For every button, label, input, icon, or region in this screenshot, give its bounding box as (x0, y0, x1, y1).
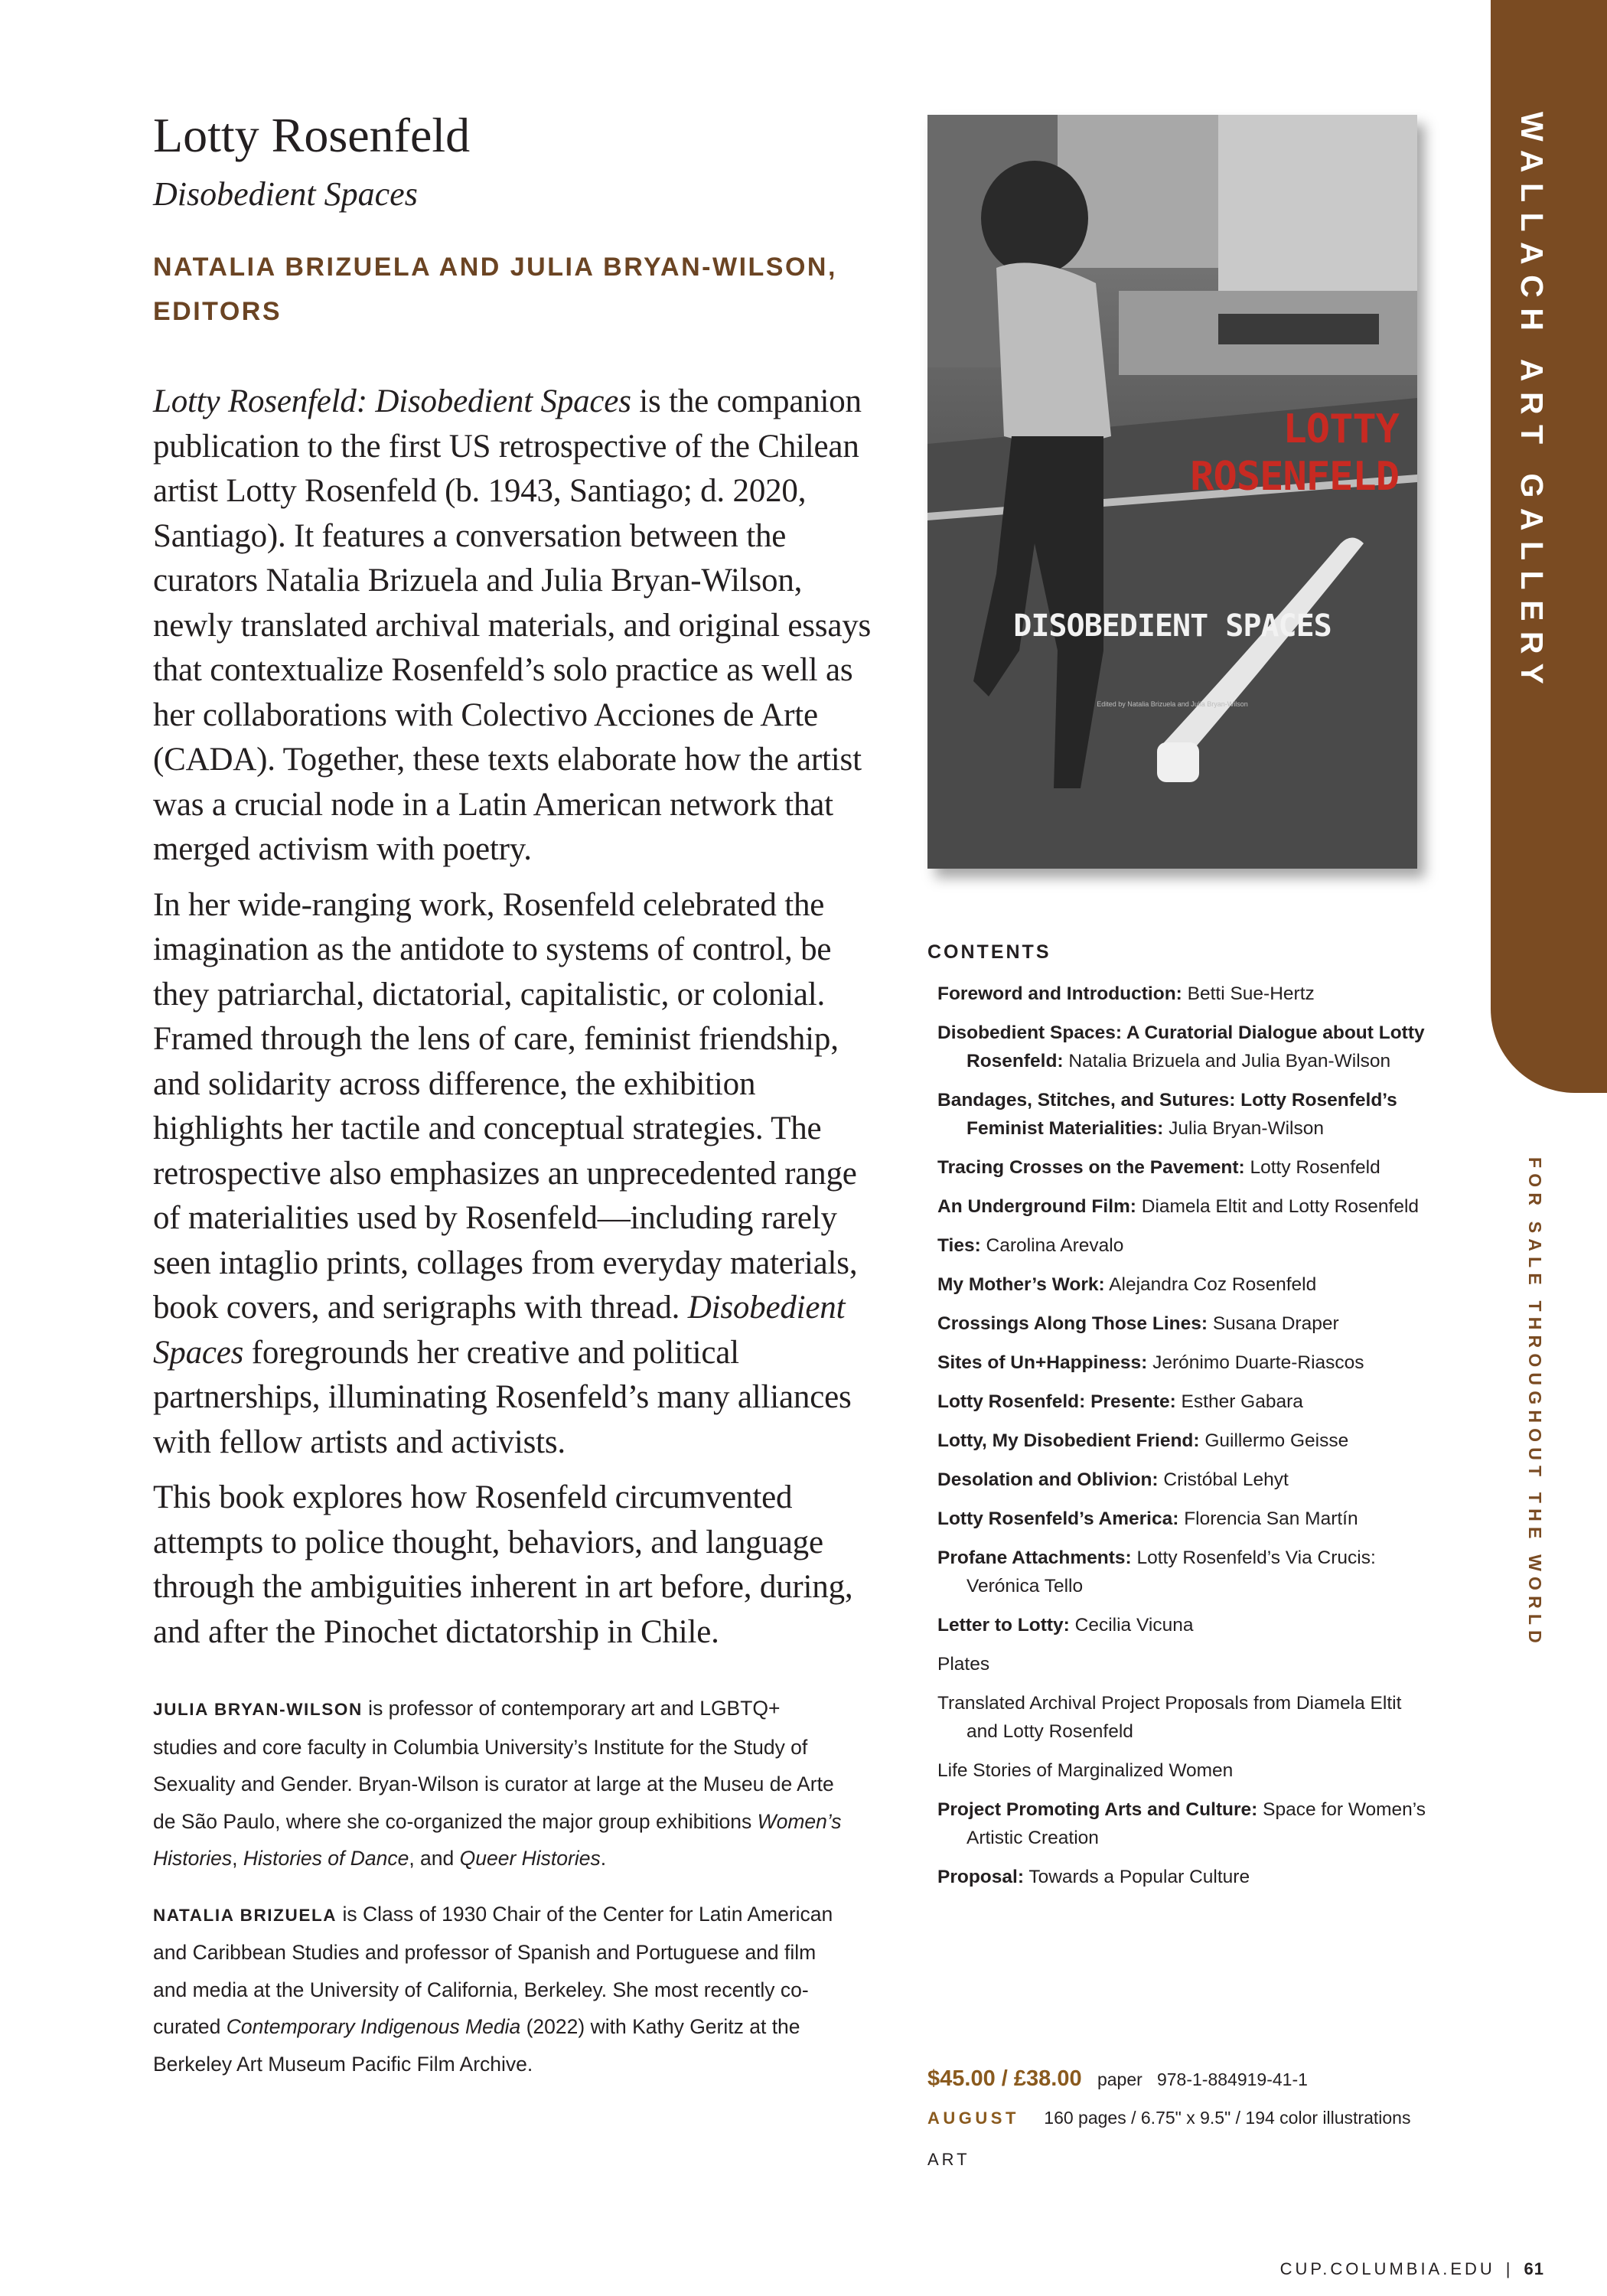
editors-line-2: EDITORS (153, 297, 282, 327)
contents-entry: Sites of Un+Happiness: Jerónimo Duarte-Riascos (937, 1352, 1364, 1373)
price: $45.00 / £38.00 (927, 2066, 1082, 2091)
book-cover-image (927, 115, 1417, 869)
editors-line-1: NATALIA BRIZUELA AND JULIA BRYAN-WILSON, (153, 253, 837, 282)
book-title: Lotty Rosenfeld (153, 108, 471, 162)
book-subtitle: Disobedient Spaces (153, 174, 418, 213)
contents-entry: Desolation and Oblivion: Cristóbal Lehyt (937, 1469, 1289, 1490)
contents-entry: Crossings Along Those Lines: Susana Draper (937, 1313, 1339, 1334)
description-paragraph-1 (153, 380, 888, 872)
bio-name: NATALIA BRIZUELA (153, 1905, 337, 1925)
contents-entry: Translated Archival Project Proposals from Diamela Eltit and Lotty Rosenfeld (937, 1693, 1402, 1742)
contents-entry: Ties: Carolina Arevalo (937, 1235, 1124, 1256)
release-line (927, 2108, 1410, 2149)
subject-category: ART (927, 2150, 970, 2169)
bio-text: , (232, 1847, 243, 1870)
bio-bryan-wilson (153, 1690, 842, 1877)
contents-entry: Tracing Crosses on the Pavement: Lotty Rosenfeld (937, 1157, 1380, 1178)
bio-text: . (600, 1847, 607, 1870)
isbn: 978-1-884919-41-1 (1156, 2069, 1308, 2089)
bio-text: , and (409, 1847, 460, 1870)
release-month: AUGUST (927, 2108, 1019, 2128)
cover-subtitle: DISOBEDIENT SPACES (1013, 608, 1332, 644)
price-line (927, 2066, 1410, 2108)
bio-brizuela (153, 1896, 842, 2083)
exhibition-title: Queer Histories (459, 1847, 601, 1870)
contents-entry: Life Stories of Marginalized Women (937, 1760, 1234, 1781)
contents-entry: Lotty, My Disobedient Friend: Guillermo Geisse (937, 1430, 1349, 1451)
contents-entry: Proposal: Towards a Popular Culture (937, 1867, 1250, 1887)
description-p2-text: In her wide-ranging work, Rosenfeld celebrated the imagination as the antidote to systems of control, be they patriarchal, dictatorial, capitalistic, or colonial. Framed through the lens of care, feminist friendship, and solidarity across difference, the exhibition highlights her tactile and conceptual strategies. The retrospective also emphasizes an unprecedented range of materialities used by Rosenfeld—including rarely seen intaglio prints, collages from everyday materials, book covers, and serigraphs with thread. (153, 886, 858, 1326)
book-description (153, 380, 888, 1655)
description-book-title: Lotty Rosenfeld: Disobedient Spaces (153, 383, 631, 420)
bio-name: JULIA BRYAN-WILSON (153, 1700, 363, 1720)
contents-list (937, 980, 1427, 1902)
publisher-tab-label: WALLACH ART GALLERY (1514, 112, 1550, 695)
description-p1-text: is the companion publication to the first US retrospective of the Chilean artist Lotty Rosenfeld (b. 1943, Santiago; d. 2020, Santiago). It features a conversation between the curators Natalia Brizuela and Julia Bryan-Wilson, newly translated archival materials, and original essays that contextualize Rosenfeld’s solo practice as well as her collaborations with Colectivo Acciones de Arte (CADA). Together, these texts elaborate how the artist was a crucial node in a Latin American network that merged activism with poetry. (153, 383, 872, 868)
contents-entry: Letter to Lotty: Cecilia Vicuna (937, 1615, 1194, 1636)
bio-text: (2022) with Kathy Geritz at the Berkeley Art Museum Pacific Film Archive. (153, 2015, 800, 2076)
cover-title (1190, 406, 1399, 501)
contents-entry: Plates (937, 1654, 990, 1675)
editors-credit (153, 245, 888, 334)
contents-entry: Profane Attachments: Lotty Rosenfeld’s Via Crucis: Verónica Tello (937, 1548, 1376, 1596)
format: paper (1097, 2069, 1143, 2089)
cover-credit: Edited by Natalia Brizuela and Julia Bryan-Wilson (1097, 700, 1248, 708)
pricing-info (927, 2066, 1410, 2190)
exhibition-title: Contemporary Indigenous Media (226, 2015, 521, 2039)
category-line (927, 2149, 1410, 2190)
bio-text: is professor of contemporary art and LGBTQ+ studies and core faculty in Columbia University’s Institute for the Study of Sexuality and Gender. Bryan-Wilson is curator at large at the Museu de Arte de São Paulo, where she co-organized the major group exhibitions (153, 1697, 834, 1833)
page-number: 61 (1524, 2259, 1544, 2278)
availability-note: FOR SALE THROUGHOUT THE WORLD (1525, 1157, 1545, 1649)
description-paragraph-2 (153, 883, 888, 1466)
contents-entry: Lotty Rosenfeld: Presente: Esther Gabara (937, 1391, 1303, 1412)
exhibition-title: Women’s Histories (153, 1809, 842, 1870)
book-entry (153, 107, 888, 2101)
contents-entry: Foreword and Introduction: Betti Sue-Hertz (937, 983, 1315, 1004)
footer-site: CUP.COLUMBIA.EDU (1279, 2259, 1495, 2278)
description-p2-title: Disobedient Spaces (153, 1290, 846, 1371)
author-bios (153, 1690, 842, 2082)
contents-entry: My Mother’s Work: Alejandra Coz Rosenfeld (937, 1274, 1317, 1295)
contents-entry: An Underground Film: Diamela Eltit and Lotty Rosenfeld (937, 1196, 1420, 1217)
contents-entry: Disobedient Spaces: A Curatorial Dialogue about Lotty Rosenfeld: Natalia Brizuela and Julia Byan-Wilson (937, 1022, 1425, 1071)
contents-entry: Bandages, Stitches, and Sutures: Lotty Rosenfeld’s Feminist Materialities: Julia Bryan-Wilson (937, 1090, 1397, 1139)
page-footer (1280, 2259, 1544, 2279)
footer-separator: | (1505, 2259, 1514, 2278)
contents-entry: Lotty Rosenfeld’s America: Florencia San Martín (937, 1508, 1358, 1529)
exhibition-title: Histories of Dance (243, 1847, 409, 1870)
bio-text: is Class of 1930 Chair of the Center for Latin American and Caribbean Studies and professor of Spanish and Portuguese and film and media at the University of California, Berkeley. She most recently co-curated (153, 1902, 833, 2039)
description-p2-text-end: foregrounds her creative and political partnerships, illuminating Rosenfeld’s many alliances with fellow artists and activists. (153, 1334, 852, 1460)
book-specs: 160 pages / 6.75" x 9.5" / 194 color illustrations (1044, 2108, 1411, 2128)
contents-entry: Project Promoting Arts and Culture: Space for Women’s Artistic Creation (937, 1799, 1426, 1848)
description-paragraph-3: This book explores how Rosenfeld circumvented attempts to police thought, behaviors, and language through the ambiguities inherent in art before, during, and after the Pinochet dictatorship in Chile. (153, 1479, 853, 1650)
cover-title-line-1: LOTTY (1283, 406, 1399, 452)
contents-heading: CONTENTS (927, 941, 1051, 963)
cover-title-line-2: ROSENFELD (1190, 454, 1399, 500)
